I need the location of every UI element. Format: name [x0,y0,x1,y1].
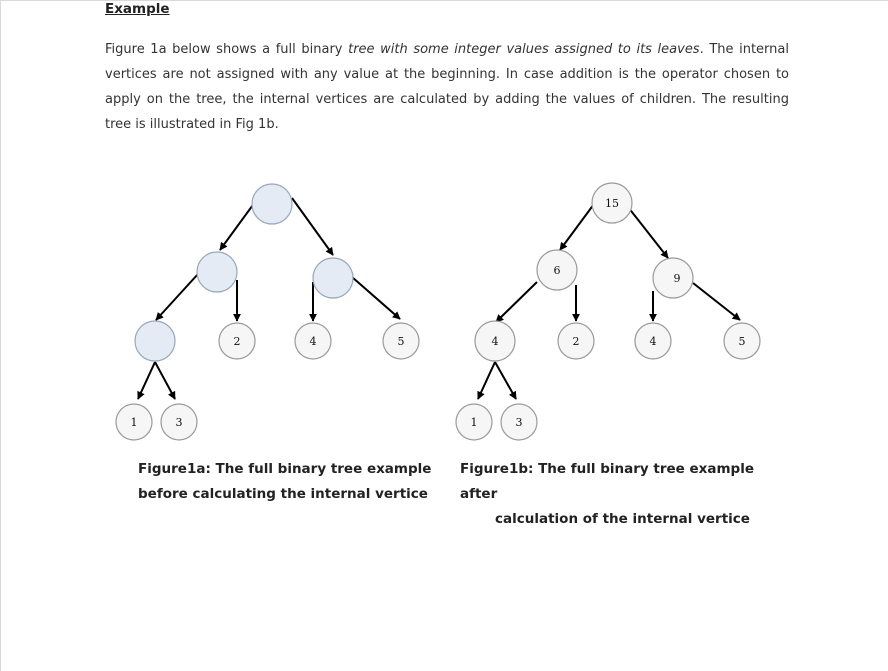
tree-node-left-left [475,321,515,361]
tree-node-root [252,184,292,224]
tree-leaf-2 [219,323,255,359]
tree-leaf-4 [295,323,331,359]
node-label: 9 [673,272,681,285]
node-label: 6 [553,264,561,277]
tree-leaf-5 [383,323,419,359]
tree-node-left-left [135,321,175,361]
caption-line: calculation of the internal vertice [495,511,750,527]
figure-1b-caption [460,457,780,532]
figure-1a-caption [138,457,431,507]
edge-left-leftleft [156,274,198,320]
node-label: 4 [649,335,657,348]
node-label: 3 [175,416,183,429]
caption-line: before calculating the internal vertice [138,486,428,502]
node-label: 1 [130,416,138,429]
node-label: 4 [309,335,317,348]
tree-leaf-4 [635,323,671,359]
tree-leaf-1 [456,404,492,440]
edge-left-leftleft [496,282,537,322]
edge-leftleft-leaf3 [155,362,175,399]
tree-node-left [537,250,577,290]
tree-node-left [197,252,237,292]
edge-leftleft-leaf3 [495,362,516,399]
node-label: 5 [738,335,746,348]
node-label: 4 [491,335,499,348]
section-heading: Example [105,1,170,17]
node-label: 2 [233,335,241,348]
edge-leftleft-leaf1 [478,362,495,399]
paragraph-italic-part: tree with some integer values assigned to its leaves [348,42,700,57]
paragraph-part-1: Figure 1a below shows a full binary [105,42,349,57]
tree-node-root [592,183,632,223]
edge-right-leaf5 [693,283,740,320]
edge-leftleft-leaf1 [138,362,155,399]
tree-leaf-3 [161,404,197,440]
node-label: 15 [605,197,619,210]
edge-right-leaf5 [352,277,400,319]
edge-root-left [560,204,594,250]
node-label: 2 [572,335,580,348]
node-label: 5 [397,335,405,348]
tree-leaf-5 [724,323,760,359]
figure-1b-tree [456,183,760,440]
paragraph-part-3: . The internal vertices are not assigned with any value at the beginning. In case addition is the operator chosen to apply on the tree, the internal vertices are calculated by adding the values of children. The resulting tree is illustrated in Fig 1b. [105,42,789,132]
node-label: 3 [515,416,523,429]
caption-line: Figure1b: The full binary tree example after [460,461,754,502]
figure-1a-tree [116,184,419,440]
caption-line: Figure1a: The full binary tree example [138,461,432,477]
node-label: 1 [470,416,478,429]
tree-node-right [313,258,353,298]
edge-root-right [628,207,668,258]
tree-node-right [653,258,693,298]
tree-leaf-1 [116,404,152,440]
tree-leaf-3 [501,404,537,440]
edge-root-right [292,198,333,255]
tree-leaf-2 [558,323,594,359]
